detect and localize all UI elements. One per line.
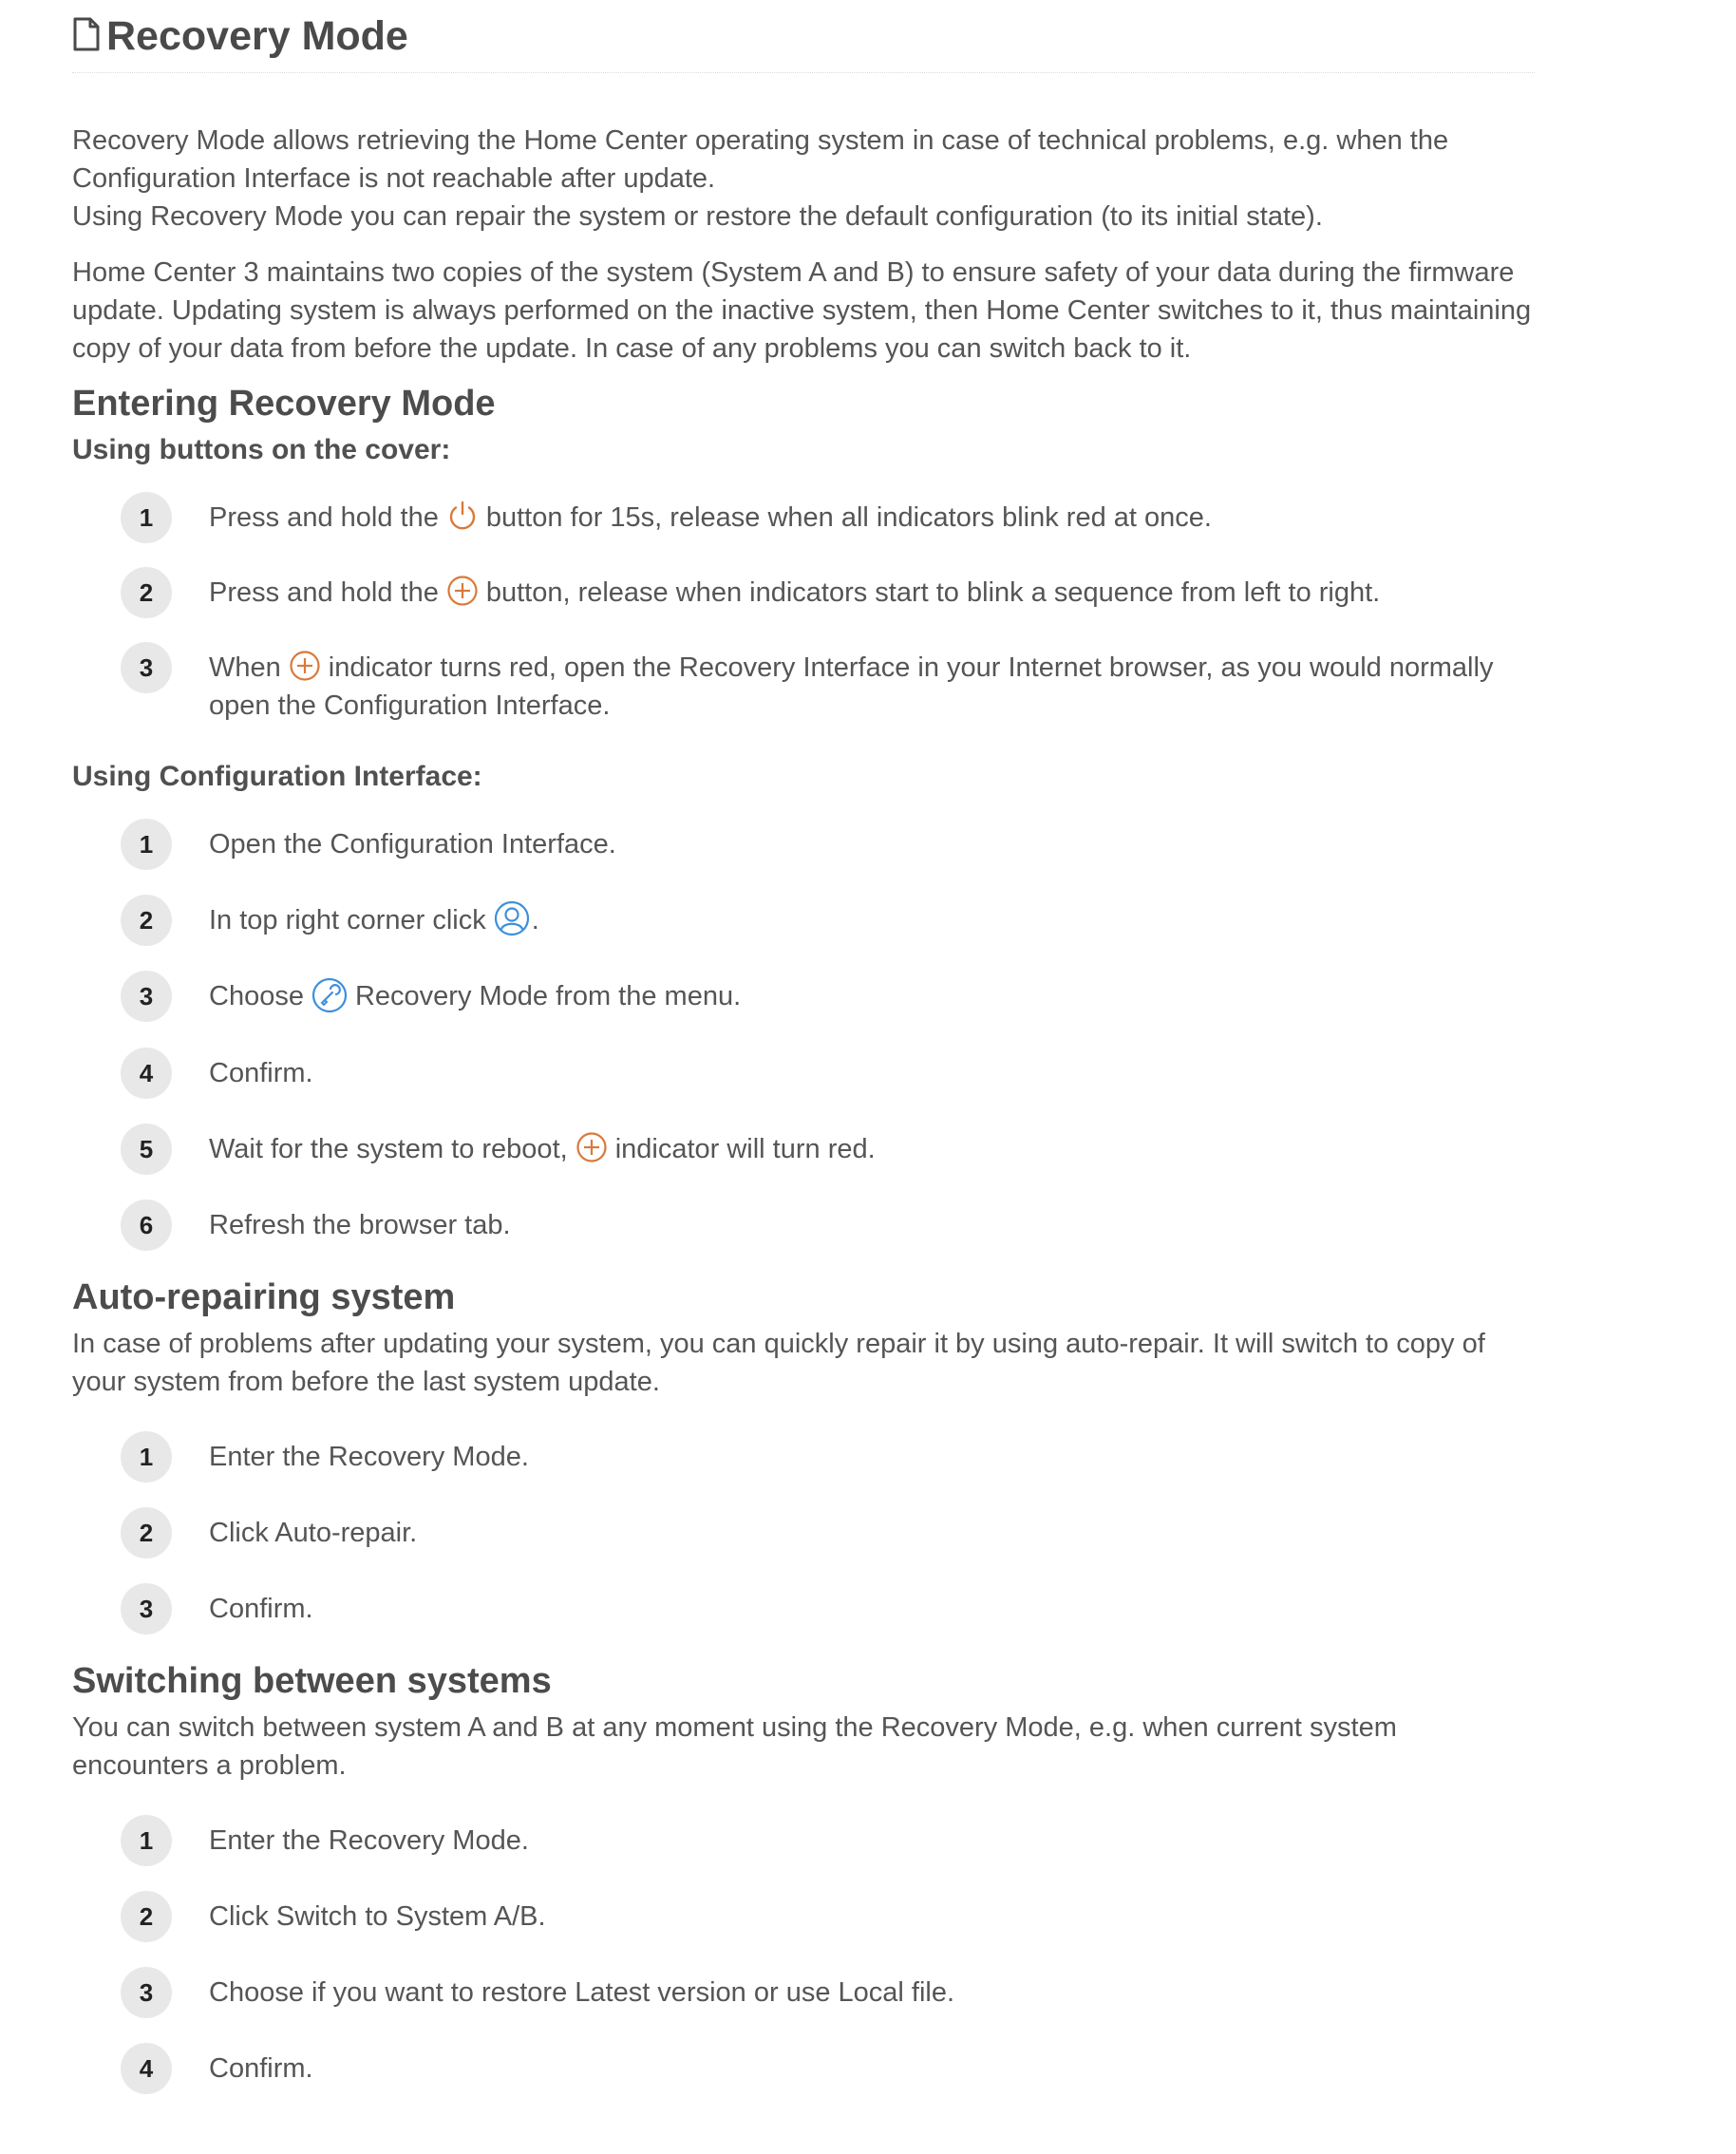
step-number: 1 (121, 1815, 172, 1866)
list-item (72, 1590, 1535, 1628)
step-text: Enter the Recovery Mode. (209, 1824, 529, 1856)
section-heading-switching: Switching between systems (72, 1660, 552, 1701)
step-text: Choose if you want to restore Latest version or use Local file. (209, 1976, 955, 2008)
page-title: Recovery Mode (106, 13, 408, 59)
section-heading-entering: Entering Recovery Mode (72, 384, 496, 424)
step-number: 4 (121, 2043, 172, 2094)
article (72, 0, 1535, 2088)
document-icon (72, 17, 101, 56)
list-item (72, 1974, 1535, 2012)
auto-repair-description: In case of problems after updating your system, you can quickly repair it by using auto-repair. It will switch to copy of your system from before the last system update. (72, 1328, 1485, 1397)
list-item (72, 1898, 1535, 1936)
step-text: Confirm. (209, 1057, 313, 1088)
step-number: 5 (121, 1124, 172, 1175)
step-number: 2 (121, 567, 172, 618)
wrench-circle-icon (311, 977, 348, 1013)
step-text: Click Auto-repair. (209, 1517, 418, 1548)
step-text: Open the Configuration Interface. (209, 829, 616, 860)
plus-circle-icon (576, 1131, 608, 1163)
step-text: Press and hold the button for 15s, release when all indicators blink red at once. (209, 499, 1510, 537)
cover-steps (72, 499, 1535, 725)
intro-paragraph-2: Home Center 3 maintains two copies of the system (System A and B) to ensure safety of your data during the firmware update. Updating system is always performed on the inactive system, then Home Center switches to it, thus maintaining copy of your data from before the update. In case of any problems you can switch back to it. (72, 257, 1532, 364)
step-number: 3 (121, 642, 172, 693)
list-item (72, 1054, 1535, 1092)
config-steps (72, 825, 1535, 1244)
step-text: Confirm. (209, 1593, 313, 1624)
list-item (72, 977, 1535, 1015)
step-number: 3 (121, 971, 172, 1022)
step-text: When indicator turns red, open the Recovery Interface in your Internet browser, as you would normally open the Configuration Interface. (209, 649, 1510, 725)
step-number: 1 (121, 492, 172, 543)
step-text: Confirm. (209, 2052, 313, 2084)
user-circle-icon (494, 900, 530, 936)
subheading-config: Using Configuration Interface: (72, 761, 482, 792)
switching-description: You can switch between system A and B at any moment using the Recovery Mode, e.g. when current system encounters a problem. (72, 1711, 1397, 1781)
power-icon (446, 500, 479, 532)
plus-circle-icon (446, 575, 479, 607)
list-item (72, 825, 1535, 863)
list-item (72, 1514, 1535, 1552)
step-number: 3 (121, 1583, 172, 1634)
step-number: 6 (121, 1200, 172, 1251)
intro-text-2: Using Recovery Mode you can repair the system or restore the default configuration (to its initial state). (72, 201, 1323, 232)
step-text: Click Switch to System A/B. (209, 1900, 546, 1932)
step-text: Choose Recovery Mode from the menu. (209, 977, 1510, 1015)
step-text: Wait for the system to reboot, indicator will turn red. (209, 1130, 1510, 1168)
list-item (72, 574, 1535, 612)
step-number: 2 (121, 895, 172, 946)
list-item (72, 2050, 1535, 2088)
list-item (72, 901, 1535, 939)
step-number: 3 (121, 1967, 172, 2018)
switching-steps (72, 1822, 1535, 2088)
subheading-cover: Using buttons on the cover: (72, 434, 451, 465)
step-number: 4 (121, 1048, 172, 1099)
intro-text-1: Recovery Mode allows retrieving the Home Center operating system in case of technical problems, e.g. when the Configuration Interface is not reachable after update. (72, 125, 1449, 194)
step-number: 2 (121, 1891, 172, 1942)
list-item (72, 499, 1535, 537)
list-item (72, 1822, 1535, 1860)
list-item (72, 1438, 1535, 1476)
auto-repair-steps (72, 1438, 1535, 1628)
step-text: In top right corner click . (209, 901, 1510, 939)
section-heading-auto-repair: Auto-repairing system (72, 1276, 456, 1317)
step-number: 1 (121, 1431, 172, 1483)
list-item (72, 1130, 1535, 1168)
step-number: 2 (121, 1507, 172, 1559)
step-text: Press and hold the button, release when indicators start to blink a sequence from left to right. (209, 574, 1510, 612)
list-item (72, 1206, 1535, 1244)
step-text: Refresh the browser tab. (209, 1209, 511, 1240)
list-item (72, 649, 1535, 725)
step-text: Enter the Recovery Mode. (209, 1441, 529, 1472)
intro-paragraph (72, 122, 1535, 236)
step-number: 1 (121, 819, 172, 870)
title-row (72, 0, 1535, 73)
plus-circle-icon (289, 650, 321, 682)
